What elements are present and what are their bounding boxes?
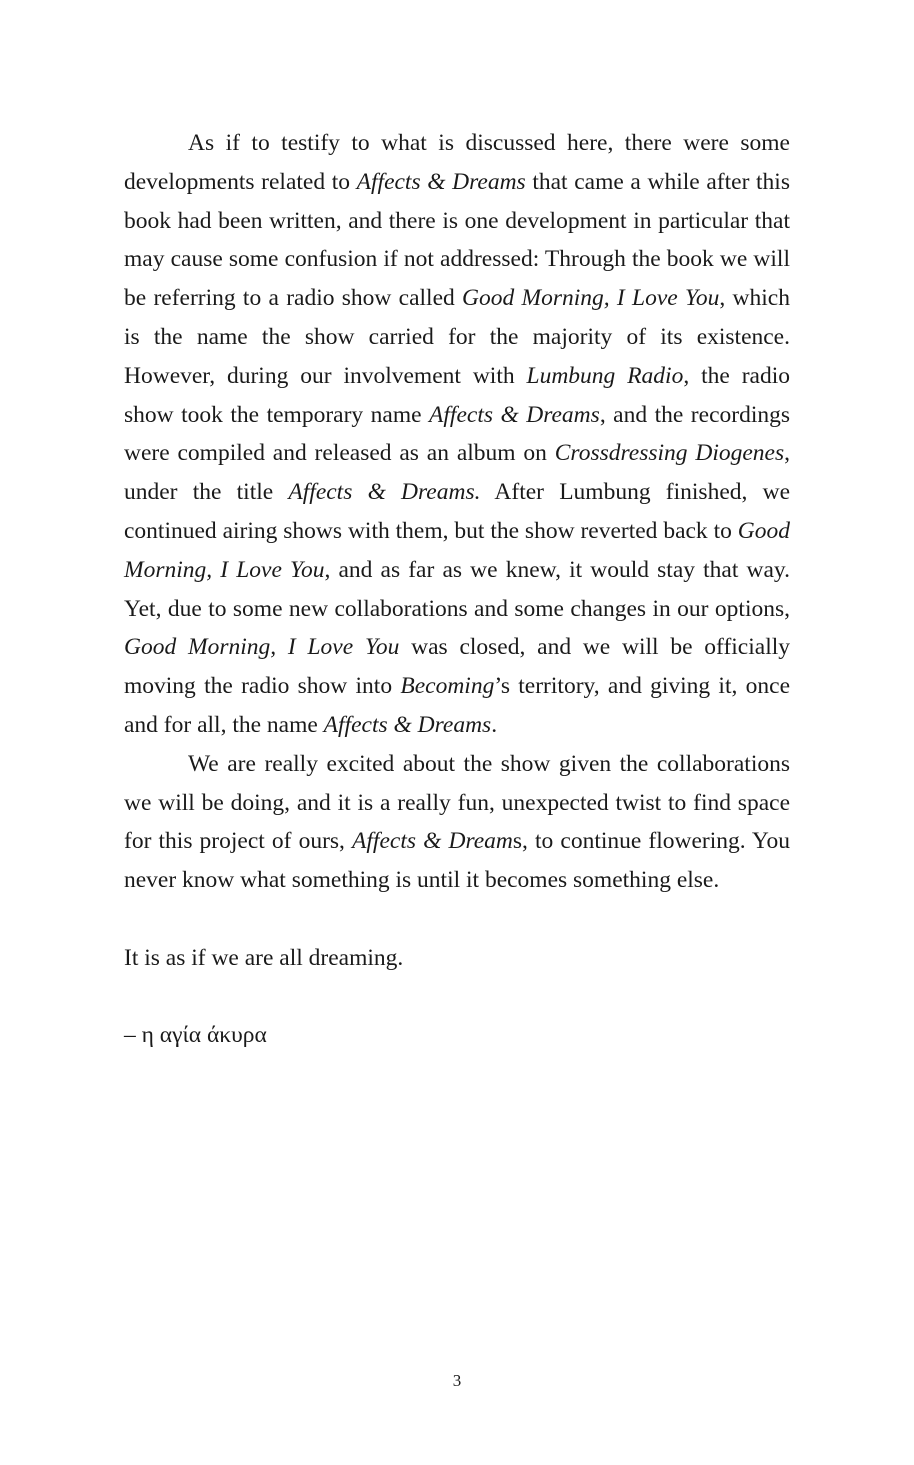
italic-title: Affects & Dreams. xyxy=(288,479,481,506)
closing-line: It is as if we are all dreaming. xyxy=(124,944,404,971)
italic-title: Good Morning, I Love You xyxy=(124,517,790,583)
italic-title: Good Morning, I Love You xyxy=(462,285,720,312)
italic-title: Affects & Dreams xyxy=(429,401,600,428)
italic-title: Crossdressing Diogenes xyxy=(554,440,785,467)
page-number: 3 xyxy=(452,1371,462,1390)
text-run: , and the recordings were compiled and released as an album on xyxy=(124,401,790,467)
text-run: , under the title xyxy=(124,440,790,506)
text-run: , and as far as we knew, it would stay that way. Yet, due to some new collaborations and some changes in our options, xyxy=(124,556,791,622)
text-run: s, to continue flowering. You never know what something is until it becomes something else. xyxy=(124,828,791,894)
paragraph-1 xyxy=(124,124,790,745)
text-run: , which is the name the show carried for the majority of its existence. However, during our involvement with xyxy=(124,285,790,389)
signature: – η αγία άκυρα xyxy=(124,1022,267,1049)
text-run: We are really excited about the show given the collaborations we will be doing, and it is a really fun, unexpected twist to find space for this project of ours, xyxy=(124,750,790,855)
italic-title: Lumbung Radio xyxy=(526,362,684,389)
text-run: As if to testify to what is discussed here, there were some developments related to xyxy=(124,130,790,195)
italic-title: Affects & Dreams xyxy=(356,168,526,195)
italic-title: Becoming xyxy=(400,673,495,700)
text-run: was closed, and we will be officially moving the radio show into xyxy=(124,634,790,700)
text-run: . xyxy=(491,711,498,738)
italic-title: Affects & Dream xyxy=(352,828,513,855)
text-run: ’s territory, and giving it, once and for all, the name xyxy=(124,673,790,738)
text-run: After Lumbung finished, we continued airing shows with them, but the show reverted back to xyxy=(124,479,790,544)
body-text xyxy=(124,124,790,1055)
paragraph-2 xyxy=(124,745,790,900)
italic-title: Affects & Dreams xyxy=(323,711,492,738)
text-run: , the radio show took the temporary name xyxy=(124,362,790,428)
text-run: that came a while after this book had been written, and there is one development in particular that may cause some confusion if not addressed: Through the book we will be referring to a radio show called xyxy=(124,168,790,312)
italic-title: Good Morning, I Love You xyxy=(124,634,400,661)
